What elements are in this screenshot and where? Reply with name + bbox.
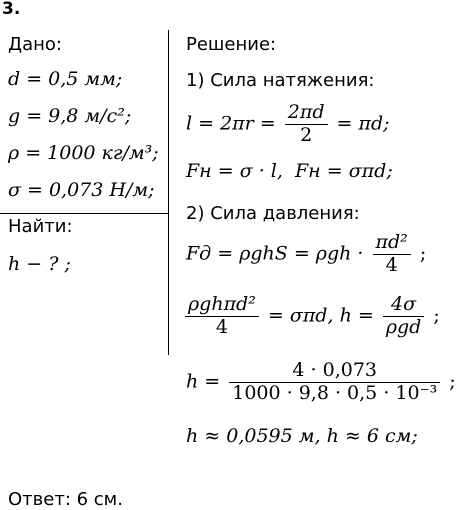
equilibrium-formula: $\frac{\text{ρghπd²}}{4}$ = σπd, h = $\frac{4\sigma}{\text{ρgd}}$ ; xyxy=(182,294,440,339)
find-h: h − ? ; xyxy=(8,253,71,275)
given-d: d = 0,5 мм; xyxy=(8,68,123,90)
solution-step1: 1) Сила натяжения: xyxy=(186,70,375,91)
find-title: Найти: xyxy=(8,216,73,237)
solution-title: Решение: xyxy=(186,34,277,55)
answer: Ответ: 6 см. xyxy=(8,489,123,510)
given-sigma: σ = 0,073 Н/м; xyxy=(8,179,155,201)
height-result: h ≈ 0,0595 м, h ≈ 6 см; xyxy=(186,425,418,447)
height-calculation: h = $\frac{4 \cdot 0,073}{\text{1000 · 9,8 · 0,5 · 10⁻³}}$ ; xyxy=(186,359,456,404)
horizontal-divider xyxy=(0,213,168,214)
problem-number: 3. xyxy=(2,0,21,19)
solution-step2: 2) Сила давления: xyxy=(186,203,360,224)
vertical-divider xyxy=(168,30,169,355)
given-g: g = 9,8 м/с²; xyxy=(8,105,132,127)
tension-force-formula: Fн = σ · l, Fн = σπd; xyxy=(186,160,393,182)
given-rho: ρ = 1000 кг/м³; xyxy=(8,142,159,164)
pressure-force-formula: Fд = ρghS = ρgh · $\frac{\text{πd²}}{4}$ ; xyxy=(186,231,427,276)
given-title: Дано: xyxy=(8,34,62,55)
length-formula: l = 2πr = $\frac{2\pi d}{2}$ = πd; xyxy=(186,101,390,146)
